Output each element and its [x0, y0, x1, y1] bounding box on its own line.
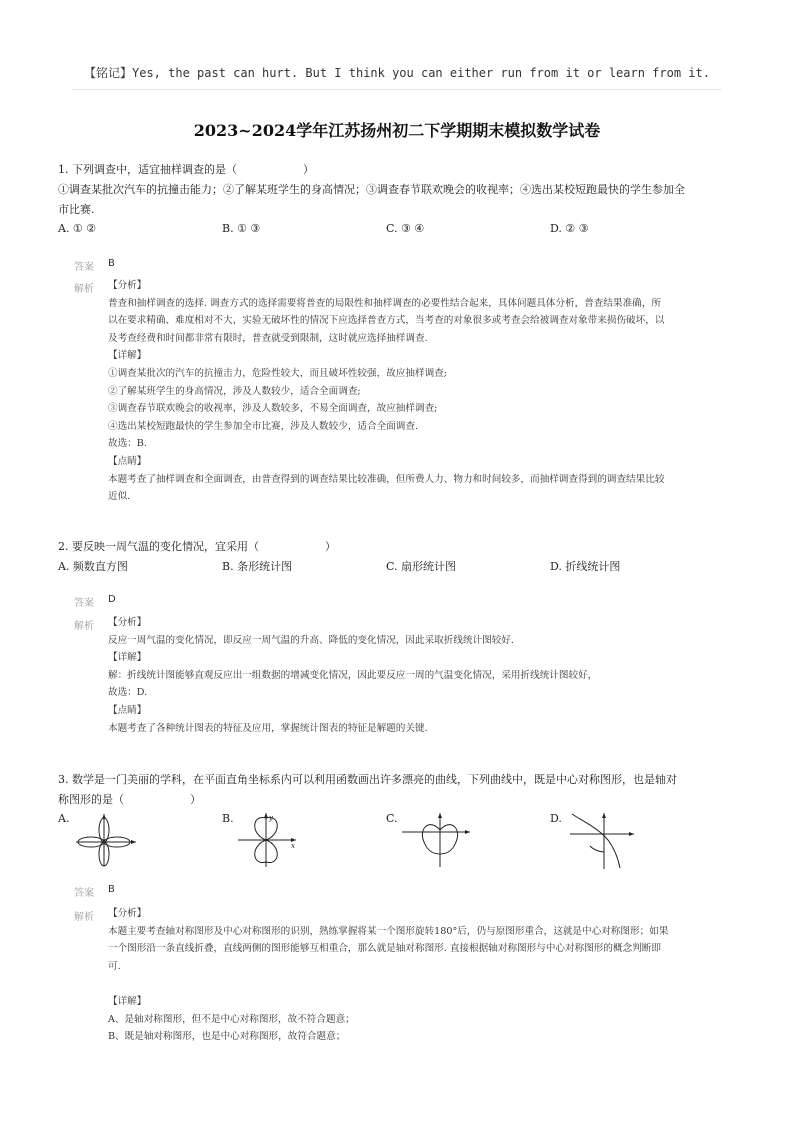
explanation-line: ③调查春节联欢晚会的收视率，涉及人数较多，不易全面调查，故应抽样调查;: [108, 403, 438, 415]
explanation-line: 本题考查了各种统计图表的特征及应用，掌握统计图表的特征是解题的关键.: [108, 722, 428, 734]
option-c-curve-figure: [400, 812, 472, 868]
analysis-label: 解析: [74, 912, 94, 923]
answer-value: B: [108, 884, 115, 895]
explanation-line: 本题考查了抽样调查和全面调查，由普查得到的调查结果比较准确，但所费人力、物力和时间较多，而抽样调查得到的调查结果比较: [108, 473, 665, 485]
question-2-explanation: [108, 614, 698, 737]
explanation-line: 一个图形沿一条直线折叠，直线两侧的图形能够互相重合，那么就是轴对称图形. 直接根据轴对称图形与中心对称图形的概念判断即: [108, 943, 661, 955]
question-1-stem: [58, 160, 738, 220]
stem-line: 3. 数学是一门美丽的学科，在平面直角坐标系内可以利用函数画出许多漂亮的曲线，下列曲线中，既是中心对称图形，也是轴对: [58, 773, 677, 786]
explanation-line: 【分析】: [108, 908, 147, 919]
explanation-line: B、既是轴对称图形，也是中心对称图形，故符合题意；: [108, 1031, 346, 1043]
stem-line: 2. 要反映一周气温的变化情况，宜采用（ ）: [58, 540, 336, 553]
option-c[interactable]: C. 扇形统计图: [386, 560, 457, 573]
stem-line: 1. 下列调查中，适宜抽样调查的是（ ）: [58, 163, 314, 176]
option-b-curve-figure: [236, 812, 300, 868]
question-3-explanation: [108, 905, 698, 1046]
option-a-curve-figure: [74, 812, 138, 868]
explanation-line: 可.: [108, 960, 121, 972]
option-a[interactable]: A.: [58, 812, 70, 825]
option-d[interactable]: D. 折线统计图: [550, 560, 621, 573]
explanation-line: 【分析】: [108, 280, 147, 291]
question-2-options: [58, 558, 738, 578]
question-1-options: [58, 222, 738, 242]
question-1-explanation: [108, 277, 698, 506]
answer-value: D: [108, 594, 116, 605]
explanation-line: 本题主要考查轴对称图形及中心对称图形的识别，熟练掌握将某一个图形旋转180°后，仍与原图形重合，这就是中心对称图形；如果: [108, 925, 669, 937]
question-3-stem: [58, 770, 738, 810]
explanation-line: ①调查某批次的汽车的抗撞击力，危险性较大，而且破坏性较强，故应抽样调查;: [108, 367, 448, 379]
stem-line: 市比赛.: [58, 203, 95, 216]
explanation-line: 及考查经费和时间都非常有限时，普查就受到限制，这时就应选择抽样调查.: [108, 332, 428, 344]
explanation-line: 【分析】: [108, 617, 147, 628]
question-3-options: [58, 812, 738, 872]
answer-label: 答案: [74, 888, 94, 899]
option-a[interactable]: A. ① ②: [58, 222, 97, 235]
axis-y-label: y: [269, 814, 273, 822]
page-title: 2023~2024学年江苏扬州初二下学期期末模拟数学试卷: [193, 121, 601, 140]
motto: 【铭记】Yes, the past can hurt. But I think you can either run from it or learn from it.: [84, 66, 710, 80]
answer-label: 答案: [74, 598, 94, 609]
explanation-line: [108, 975, 698, 993]
analysis-label: 解析: [74, 621, 94, 632]
explanation-line: 【点睛】: [108, 455, 147, 467]
answer-value: B: [108, 258, 115, 269]
explanation-line: 普查和抽样调查的选择. 调查方式的选择需要将普查的局限性和抽样调查的必要性结合起来，具体问题具体分析，普查结果准确，所: [108, 297, 661, 309]
explanation-line: 近似.: [108, 491, 131, 503]
option-b[interactable]: B. 条形统计图: [222, 560, 293, 573]
explanation-line: 【详解】: [108, 995, 147, 1007]
option-d[interactable]: D.: [550, 812, 562, 825]
analysis-label: 解析: [74, 284, 94, 295]
explanation-line: 反应一周气温的变化情况，即反应一周气温的升高、降低的变化情况，因此采取折线统计图较好.: [108, 634, 514, 646]
answer-label: 答案: [74, 262, 94, 273]
explanation-line: 解：折线统计图能够直观反应出一组数据的增减变化情况，因此要反应一周的气温变化情况，采用折线统计图较好，: [108, 669, 598, 681]
explanation-line: 【点睛】: [108, 704, 147, 716]
option-c[interactable]: C.: [386, 812, 398, 825]
explanation-line: ②了解某班学生的身高情况，涉及人数较少，适合全面调查;: [108, 385, 361, 397]
option-b[interactable]: B.: [222, 812, 234, 825]
stem-line: ①调查某批次汽车的抗撞击能力；②了解某班学生的身高情况；③调查春节联欢晚会的收视率；④选出某校短跑最快的学生参加全: [58, 183, 685, 196]
option-b[interactable]: B. ① ③: [222, 222, 261, 235]
explanation-line: 故选：D.: [108, 687, 148, 699]
explanation-line: 故选：B.: [108, 438, 147, 450]
question-2-stem: [58, 537, 738, 557]
explanation-line: ④选出某校短跑最快的学生参加全市比赛，涉及人数较少，适合全面调查.: [108, 420, 419, 432]
option-d-curve-figure: [564, 812, 636, 870]
option-c[interactable]: C. ③ ④: [386, 222, 425, 235]
header-divider: [72, 89, 722, 90]
explanation-line: 以在要求精确、难度相对不大，实验无破坏性的情况下应选择普查方式，当考查的对象很多或考查会给被调查对象带来损伤破坏，以: [108, 315, 665, 327]
option-a[interactable]: A. 频数直方图: [58, 560, 128, 573]
explanation-line: A、是轴对称图形，但不是中心对称图形，故不符合题意；: [108, 1013, 355, 1025]
explanation-line: 【详解】: [108, 652, 147, 664]
explanation-line: 【详解】: [108, 350, 147, 362]
stem-line: 称图形的是（ ）: [58, 793, 201, 806]
axis-x-label: x: [291, 842, 295, 850]
option-d[interactable]: D. ② ③: [550, 222, 589, 235]
